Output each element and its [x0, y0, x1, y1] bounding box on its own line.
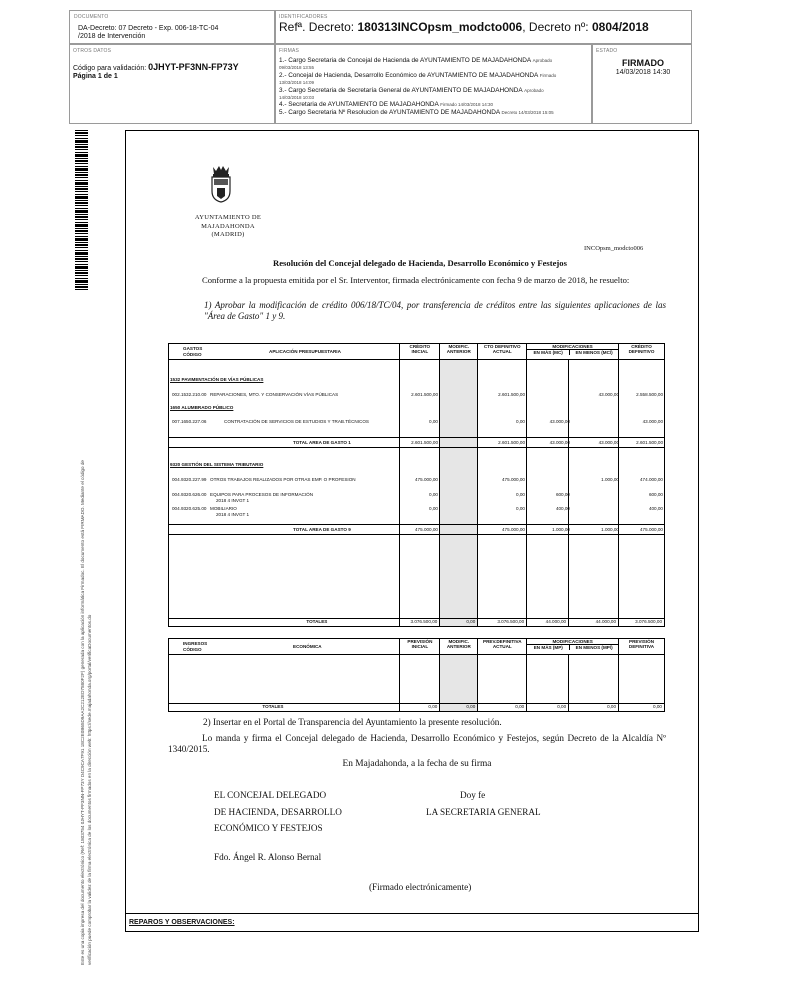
- gastos-row-3-menos: 1.000,00: [601, 477, 619, 482]
- gastos-row-5-sub: 2018 4 INVGT 1: [216, 512, 250, 517]
- coat-of-arms-icon: [209, 165, 233, 203]
- ingresos-header-code-eco: [169, 639, 400, 655]
- gastos-body-row: [169, 360, 665, 619]
- gastos-total-2-mas: 1.000,00: [552, 527, 570, 532]
- documento-value-2: /2018 de Intervención: [78, 33, 146, 40]
- gastos-row-2-def: 0,00: [516, 419, 525, 424]
- gastos-totales-mas: 44.000,00: [527, 619, 569, 627]
- gastos-row-4-mas: 600,00: [555, 492, 570, 497]
- gastos-row-5-code: 004.9320.625.00: [172, 506, 207, 511]
- documento-label: DOCUMENTO: [74, 14, 109, 20]
- ingresos-header-modificaciones: MODIFICACIONES EN MÁS (MP) EN MENOS (MP/): [527, 639, 619, 655]
- header-otros-box: [69, 44, 275, 124]
- gastos-row-4-sub: 2018 4 INVGT 1: [216, 498, 250, 503]
- ref-prefix: Refª. Decreto:: [279, 20, 355, 34]
- firma-3: 3.- Cargo Secretaria de Secretaría General de AYUNTAMIENTO DE MAJADAHONDA Aprobado 14/03/2018 10:03: [279, 86, 544, 101]
- reparos-observaciones: REPAROS Y OBSERVACIONES:: [125, 913, 699, 932]
- firmado-electronicamente: (Firmado electrónicamente): [369, 882, 472, 892]
- sidebar-verification-text-2: verificación puede comprobar la validez de la firma electrónica de los documentos firmados en la dirección web: https://sede.majadahonda.org/portal/verificaDocumentos.do: [87, 614, 92, 965]
- gastos-total-1-def: 2.601.500,00: [498, 440, 525, 445]
- ref-value: 180313INCOpsm_modcto006: [357, 20, 523, 34]
- ingresos-totales-label: TOTALES: [169, 704, 400, 712]
- gastos-total-1-ini: 2.601.500,00: [411, 440, 438, 445]
- ingresos-totales-v3: 0,00: [478, 704, 527, 712]
- gastos-section-9320: 9320 GESTIÓN DEL SISTEMA TRIBUTARIO: [170, 462, 264, 467]
- gastos-row-1-fin: 2.558.500,00: [636, 392, 663, 397]
- gastos-total-2-fin: 475.000,00: [640, 527, 663, 532]
- ingresos-header-anterior: MODIFIC. ANTERIOR: [440, 639, 478, 655]
- gastos-row-4-text: EQUIPOS PARA PROCESOS DE INFORMACIÓN: [210, 492, 314, 497]
- paragraph-2: Lo manda y firma el Concejal delegado de Hacienda, Desarrollo Económico y Festejos, según Decreto de la Alcaldía Nº 1340/2015.: [168, 733, 666, 754]
- gastos-totales-ant: 0,00: [440, 619, 478, 627]
- sig-right-line-1: Doy fe: [460, 790, 486, 800]
- ingresos-table: [168, 638, 665, 712]
- header-firmas-box: [275, 44, 592, 124]
- gastos-total-2-label: TOTAL AREA DE GASTO 9: [293, 527, 351, 532]
- gastos-row-4-code: 004.9320.626.00: [172, 492, 207, 497]
- ingresos-body-row: [169, 655, 665, 704]
- ingresos-header-prev-def: PREVISIÓN DEFINITIVA: [619, 639, 665, 655]
- ingresos-header-definitiva: PREV.DEFINITIVA ACTUAL: [478, 639, 527, 655]
- gastos-row-2-text: CONTRATACIÓN DE SERVICIOS DE ESTUDIOS Y TRAB.TÉCNICOS: [224, 419, 369, 424]
- codigo-label: Código para validación:: [73, 65, 147, 72]
- barcode: [75, 130, 88, 290]
- gastos-row-3-code: 004.9320.227.99: [172, 477, 207, 482]
- identificadores-label: IDENTIFICADORES: [279, 14, 328, 20]
- ingresos-totales-row: [169, 704, 665, 712]
- letterhead: [186, 214, 270, 240]
- sig-left-line-2: DE HACIENDA, DESARROLLO: [214, 806, 342, 817]
- codigo-value: 0JHYT-PF3NN-FP73Y: [148, 62, 239, 72]
- firma-4: 4.- Secretaria de AYUNTAMIENTO DE MAJADAHONDA Firmado 14/03/2018 14:30: [279, 101, 494, 109]
- estado-label: ESTADO: [596, 48, 618, 54]
- gastos-totales-ini: 3.076.500,00: [400, 619, 440, 627]
- gastos-header-anterior: MODIFIC. ANTERIOR: [440, 344, 478, 360]
- document-reference: INCOpsm_modcto006: [584, 245, 644, 252]
- gastos-header-inicial: CRÉDITO INICIAL: [400, 344, 440, 360]
- estado-fecha: 14/03/2018 14:30: [615, 69, 671, 76]
- gastos-row-5-fin: 400,00: [648, 506, 663, 511]
- documento-value-1: DA-Decreto: 07 Decreto - Exp. 006-18-TC-04: [78, 25, 219, 32]
- gastos-row-4-fin: 600,00: [648, 492, 663, 497]
- gastos-row-3-def: 475.000,00: [502, 477, 525, 482]
- otros-label: OTROS DATOS: [73, 48, 112, 54]
- gastos-header-row: [169, 344, 665, 360]
- gastos-row-3-ini: 475.000,00: [415, 477, 438, 482]
- codigo-validacion: [73, 63, 239, 74]
- resolution-title: Resolución del Concejal delegado de Hacienda, Desarrollo Económico y Festejos: [273, 258, 567, 268]
- firmas-list: [279, 57, 556, 116]
- ingresos-totales-v2: 0,00: [440, 704, 478, 712]
- gastos-header-aplicacion: APLICACIÓN PRESUPUESTARIA: [269, 349, 341, 354]
- signature-name: Fdo. Ángel R. Alonso Bernal: [214, 852, 322, 862]
- gastos-row-2-mas: 43.000,00: [549, 419, 570, 424]
- sidebar-verification-text-1: Este es una copia impresa del documento electrónico (Ref: 1803754 0JHYT-PF3NN-FP73Y D4C9CA7F91 18C2E0B65D9AA2C212ED7580F2F) generada con la aplicación informática Firmadoc. El documento está FIRMADO. Mediante el código de: [80, 460, 85, 965]
- paragraph-1: Conforme a la propuesta emitida por el Sr. Interventor, firmada electrónicamente con fecha 9 de marzo de 2018, he resuelto:: [202, 275, 630, 285]
- ingresos-totales-v5: 0,00: [569, 704, 619, 712]
- letterhead-line-1: AYUNTAMIENTO DE: [194, 214, 262, 221]
- ingresos-header-codigo: CÓDIGO: [183, 647, 202, 652]
- gastos-total-1-fin: 2.601.500,00: [636, 440, 663, 445]
- gastos-row-5-ini: 0,00: [429, 506, 438, 511]
- gastos-row-2-code: 007.1650.227.06: [172, 419, 207, 424]
- gastos-total-2-def: 475.000,00: [502, 527, 525, 532]
- ingresos-totales-v1: 0,00: [400, 704, 440, 712]
- gastos-row-4-ini: 0,00: [429, 492, 438, 497]
- firma-5: 5.- Cargo Secretaria Nº Resolucion de AYUNTAMIENTO DE MAJADAHONDA Decreto 14/03/2018 15:05: [279, 108, 554, 116]
- place-date: En Majadahonda, a la fecha de su firma: [342, 759, 492, 769]
- item-2: 2) Insertar en el Portal de Transparencia del Ayuntamiento la presente resolución.: [203, 717, 502, 727]
- gastos-row-1-menos: 43.000,00: [598, 392, 619, 397]
- decreto-prefix: , Decreto nº:: [522, 20, 589, 34]
- letterhead-line-2: MAJADAHONDA: [201, 222, 255, 230]
- firma-1: 1.- Cargo Secretaria de Concejal de Hacienda de AYUNTAMIENTO DE MAJADAHONDA Aprobado 09/03/2018 13:55: [279, 57, 553, 71]
- gastos-section-1532: 1532 PAVIMENTACIÓN DE VÍAS PÚBLICAS: [170, 377, 264, 382]
- header-documento-box: [69, 10, 275, 44]
- gastos-row-2-ini: 0,00: [429, 419, 438, 424]
- gastos-row-4-def: 0,00: [516, 492, 525, 497]
- gastos-row-2-fin: 43.000,00: [642, 419, 663, 424]
- item-1: 1) Aprobar la modificación de crédito 006/18/TC/04, por transferencia de créditos entre las siguientes aplicaciones de las "Área de Gasto" 1 y 9.: [204, 300, 666, 321]
- decreto-value: 0804/2018: [592, 20, 649, 34]
- gastos-total-2-menos: 1.000,00: [601, 527, 619, 532]
- gastos-totales-menos: 44.000,00: [569, 619, 619, 627]
- header-identificadores-box: [275, 10, 692, 44]
- firma-2: 2.- Concejal de Hacienda, Desarrollo Económico de AYUNTAMIENTO DE MAJADAHONDA Firmado 13/03/2018 14:09: [279, 71, 557, 86]
- ingresos-header-prevision: PREVISIÓN INICIAL: [400, 639, 440, 655]
- ingresos-totales-v6: 0,00: [619, 704, 665, 712]
- header-estado-box: [592, 44, 692, 124]
- gastos-totales-def: 3.076.500,00: [478, 619, 527, 627]
- firmas-label: FIRMAS: [279, 48, 300, 54]
- gastos-total-1-label: TOTAL AREA DE GASTO 1: [293, 440, 351, 445]
- gastos-row-3-text: OTROS TRABAJOS REALIZADOS POR OTRAS EMP. O PROFESION: [210, 477, 356, 482]
- decreto-ref: [279, 20, 649, 34]
- gastos-totales-label: TOTALES: [169, 619, 400, 627]
- estado-value: FIRMADO: [622, 58, 664, 68]
- gastos-table: [168, 343, 665, 627]
- ingresos-header-economica: ECONÓMICA: [293, 644, 322, 649]
- gastos-header-code-app: [169, 344, 400, 360]
- gastos-header-gastos: GASTOS: [183, 346, 203, 351]
- sig-left-line-1: EL CONCEJAL DELEGADO: [214, 790, 327, 800]
- signature-right: [426, 787, 541, 820]
- signature-left: [214, 787, 342, 837]
- gastos-row-1-def: 2.601.500,00: [498, 392, 525, 397]
- gastos-total-1-mas: 43.000,00: [549, 440, 570, 445]
- pagina: Página 1 de 1: [73, 73, 118, 80]
- ingresos-header-ingresos: INGRESOS: [183, 641, 208, 646]
- sig-right-line-2: LA SECRETARIA GENERAL: [426, 806, 541, 817]
- gastos-header-modificaciones: MODIFICACIONES EN MÁS (MC) EN MENOS (MC/): [527, 344, 619, 360]
- gastos-row-3-fin: 474.000,00: [640, 477, 663, 482]
- gastos-row-1-text: REPARACIONES, MTO. Y CONSERVACIÓN VÍAS PÚBLICAS: [210, 392, 339, 397]
- gastos-total-2-ini: 475.000,00: [415, 527, 438, 532]
- gastos-totales-row: [169, 619, 665, 627]
- gastos-row-5-mas: 400,00: [555, 506, 570, 511]
- gastos-totales-fin: 3.076.500,00: [619, 619, 665, 627]
- gastos-row-1-code: 002.1532.210.00: [172, 392, 207, 397]
- ingresos-header-row: [169, 639, 665, 655]
- gastos-row-5-def: 0,00: [516, 506, 525, 511]
- gastos-header-definitivo: CTO DEFINITIVO ACTUAL: [478, 344, 527, 360]
- gastos-header-credito-def: CRÉDITO DEFINITIVO: [619, 344, 665, 360]
- letterhead-line-3: (MADRID): [211, 231, 245, 238]
- gastos-row-5-text: MOBILIARIO: [210, 506, 237, 511]
- ingresos-totales-v4: 0,00: [527, 704, 569, 712]
- gastos-row-1-ini: 2.601.500,00: [411, 392, 438, 397]
- gastos-header-codigo: CÓDIGO: [183, 352, 202, 357]
- sig-left-line-3: ECONÓMICO Y FESTEJOS: [214, 823, 323, 833]
- gastos-total-1-menos: 43.000,00: [598, 440, 619, 445]
- gastos-section-1650: 1650 ALUMBRADO PÚBLICO: [170, 405, 234, 410]
